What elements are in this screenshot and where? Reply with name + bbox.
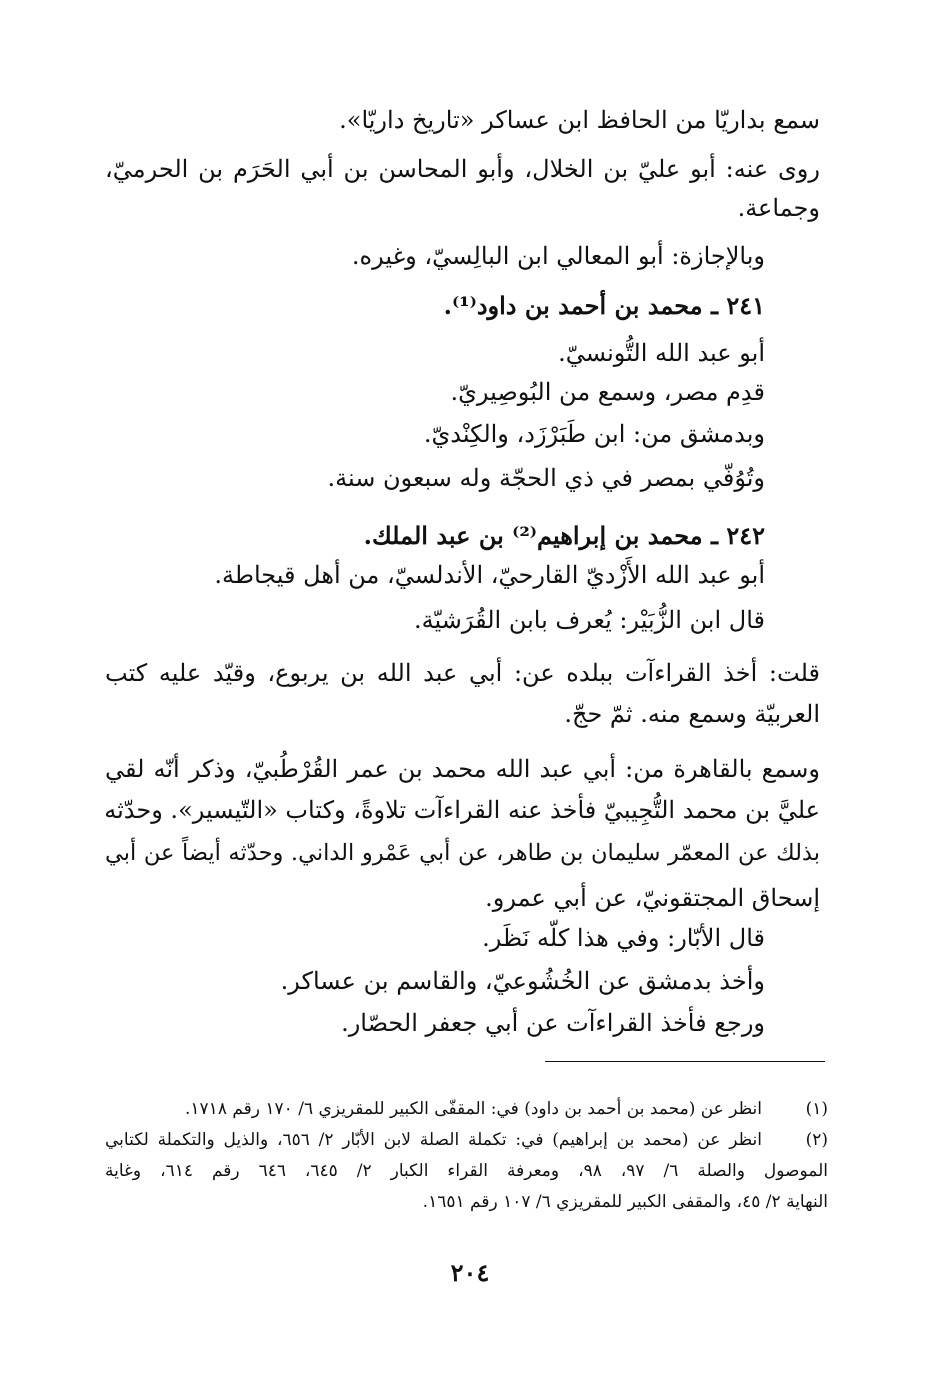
page-number: ٢٠٤ xyxy=(450,1258,490,1287)
text-line: وجماعة. xyxy=(737,194,820,222)
entry-heading-241: ٢٤١ ـ محمد بن أحمد بن داود⁽¹⁾. xyxy=(443,291,765,320)
text-line: العربيّة وسمع منه. ثمّ حجّ. xyxy=(564,700,820,728)
text-line: قلت: أخذ القراءآت ببلده عن: أبي عبد الله بن يربوع، وقيّد عليه كتب xyxy=(105,659,820,687)
text-line: وسمع بالقاهرة من: أبي عبد الله محمد بن عمر القُرْطُبيّ، وذكر أنّه لقي xyxy=(105,755,820,783)
text-line: ورجع فأخذ القراءآت عن أبي جعفر الحصّار. xyxy=(341,1009,765,1037)
footnote-separator xyxy=(545,1061,825,1062)
entry-heading-242: ٢٤٢ ـ محمد بن إبراهيم⁽²⁾ بن عبد الملك. xyxy=(363,521,765,550)
footnote-number: (٢) xyxy=(805,1130,828,1150)
text-line: وبدمشق من: ابن طَبَرْزَد، والكِنْديّ. xyxy=(423,420,765,448)
text-line: وبالإجازة: أبو المعالي ابن البالِسيّ، وغيره. xyxy=(351,242,765,270)
text-line: إسحاق المجتقونيّ، عن أبي عمرو. xyxy=(485,884,820,912)
text-line: قال ابن الزُّبَيْر: يُعرف بابن القُرَشيّة. xyxy=(414,606,765,634)
text-line: عليَّ بن محمد التُّجِيبيّ فأخذ عنه القراءآت تلاوةً، وكتاب «التّيسير». وحدّثه xyxy=(104,796,820,824)
footnote-text: انظر عن (محمد بن أحمد بن داود) في: المقفّى الكبير للمقريزي ٦/ ١٧٠ رقم ١٧١٨. xyxy=(185,1099,762,1119)
text-line: سمع بداريّا من الحافظ ابن عساكر «تاريخ داريّا». xyxy=(339,106,820,134)
text-line: قدِم مصر، وسمع من البُوصِيريّ. xyxy=(450,378,765,406)
text-line: أبو عبد الله الأَزْديّ القارحيّ، الأندلسيّ، من أهل قيجاطة. xyxy=(214,561,765,589)
text-line: وتُوُفّي بمصر في ذي الحجّة وله سبعون سنة. xyxy=(327,464,765,492)
footnote-text: انظر عن (محمد بن إبراهيم) في: تكملة الصلة لابن الأبّار ٢/ ٦٥٦، والذيل والتكملة لكتابي xyxy=(105,1130,762,1150)
footnote-number: (١) xyxy=(805,1099,828,1119)
text-line: أبو عبد الله التُّونسيّ. xyxy=(558,339,765,367)
text-line: وأخذ بدمشق عن الخُشُوعيّ، والقاسم بن عساكر. xyxy=(280,967,765,995)
footnote-text: الموصول والصلة ٦/ ٩٧، ٩٨، ومعرفة القراء الكبار ٢/ ٦٤٥، ٦٤٦ رقم ٦١٤، وغاية xyxy=(105,1161,828,1181)
text-line: بذلك عن المعمّر سليمان بن طاهر، عن أبي عَمْرو الداني. وحدّثه أيضاً عن أبي xyxy=(105,840,820,866)
text-line: قال الأبّار: وفي هذا كلّه نَظَر. xyxy=(482,924,765,952)
footnote-text: النهاية ٢/ ٤٥، والمقفى الكبير للمقريزي ٦/ ١٠٧ رقم ١٦٥١. xyxy=(422,1192,828,1212)
text-line: روى عنه: أبو عليّ بن الخلال، وأبو المحاسن بن أبي الحَرَم بن الحرميّ، xyxy=(105,155,820,183)
